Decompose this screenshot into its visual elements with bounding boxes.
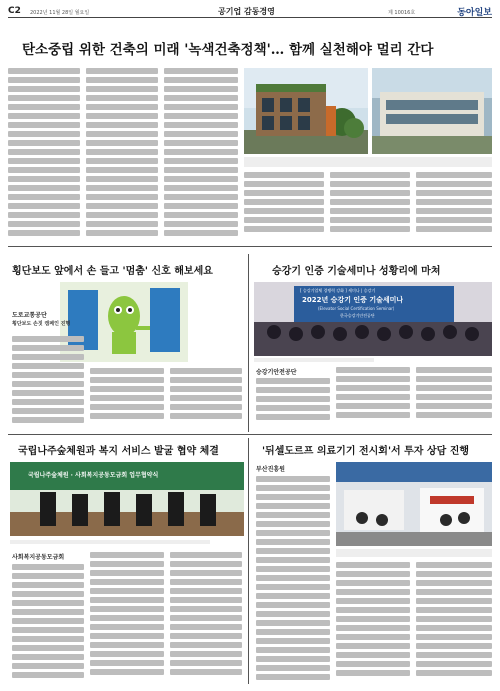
mid-right-kicker: 승강기안전공단 [256,369,297,376]
top-body-col-5 [330,172,410,240]
edition-number: 제 10016호 [388,10,416,16]
mid-right-body-col-2 [336,367,410,428]
masthead [8,4,492,18]
top-body-col-4 [244,172,324,240]
mid-left-body-col-3 [170,368,242,426]
top-photo-green-building [244,68,368,154]
mid-left-headline: 횡단보도 앞에서 손 들고 '멈춤' 신호 해보세요 [12,266,213,277]
bottom-right-headline: '뒤셀도르프 의료기기 전시회'서 투자 상담 진행 [262,446,470,457]
bottom-right-photo-caption [336,549,492,557]
section-title: 공기업 감동경영 [218,7,275,16]
bottom-left-photo-caption [10,540,210,544]
page-number: C2 [8,6,21,16]
mid-right-banner-line3: (Elevator Social Certification Seminar) [318,306,395,311]
top-headline: 탄소중립 위한 건축의 미래 '녹색건축정책'… 함께 실천해야 멀리 간다 [22,42,434,58]
bottom-vertical-divider [248,438,249,684]
top-body-col-3 [164,68,238,240]
top-photo-facility [372,68,492,154]
mid-left-kicker: 도로교통공단 [12,312,47,319]
issue-date: 2022년 11월 28일 월요일 [30,10,90,16]
bottom-left-body-col-3 [170,552,242,682]
mid-right-banner-org: 한국승강기안전공단 [340,313,375,318]
mid-left-subhead: 횡단보도 손짓 캠페인 진행 [12,321,71,327]
bottom-right-body-col-1 [256,476,330,682]
top-body-col-1 [8,68,80,240]
mid-left-body-col-1 [12,336,84,426]
mid-right-banner-line1: [ 승강기업체 경쟁력 강화 ] 세미나 | 승강기 [300,288,376,293]
bottom-right-body-col-3 [416,562,492,682]
bottom-right-body-col-2 [336,562,410,682]
mid-vertical-divider [248,254,249,432]
bottom-left-body-col-1 [12,564,84,682]
mid-divider [8,434,492,435]
top-body-col-6 [416,172,492,240]
bottom-left-headline: 국립나주숲체원과 복지 서비스 발굴 협약 체결 [18,446,219,457]
top-divider [8,246,492,247]
mid-right-headline: 승강기 인증 기술세미나 성황리에 마쳐 [272,266,441,277]
mid-left-body-col-2 [90,368,164,426]
mid-right-body-col-1 [256,378,330,428]
bottom-left-banner-text: 국립나주숲체원 · 사회복지공동모금회 업무협약식 [28,472,159,479]
top-photo-caption [244,157,492,167]
bottom-right-photo-exhibition [336,462,492,546]
top-body-col-2 [86,68,158,240]
bottom-right-kicker: 부산진흥원 [256,466,285,473]
mid-right-banner-line2: 2022년 승강기 인증 기술세미나 [302,296,404,304]
bottom-left-body-col-2 [90,552,164,682]
mid-right-photo-caption [254,358,374,362]
bottom-left-kicker: 사회복지공동모금회 [12,554,65,561]
mid-right-body-col-3 [416,367,492,428]
newspaper-logo: 동아일보 [457,8,492,18]
